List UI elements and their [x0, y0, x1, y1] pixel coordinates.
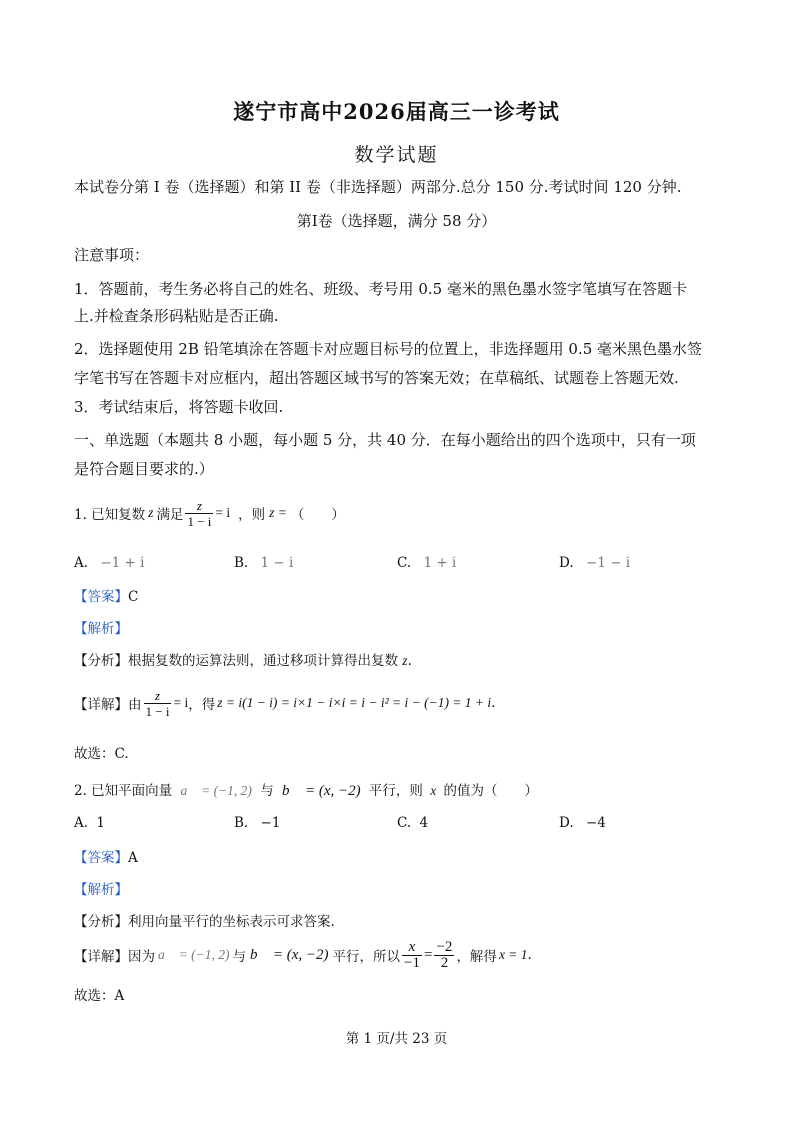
section-heading: 第Ⅰ卷（选择题，满分 58 分） [296, 212, 497, 230]
q1-paren: （ ） [290, 507, 345, 523]
q1-option-b [234, 555, 293, 571]
notes-heading: 注意事项： [74, 246, 150, 264]
detail-eq: = [424, 946, 433, 963]
q1-option-d [559, 555, 630, 571]
q1-fenxi [74, 649, 412, 669]
option-value: −1 − i [585, 555, 631, 571]
q1-conclusion: 故选：C. [74, 746, 129, 762]
q2-answer [74, 846, 138, 866]
page-footer: 第 1 页/共 23 页 [345, 1031, 448, 1047]
option-value: 1 + i [423, 555, 457, 571]
detail-end: . [527, 947, 532, 963]
detail-pre: 因为 [128, 949, 155, 965]
part1-line2: 是符合题目要求的.） [74, 460, 214, 478]
detail-tag: 【详解】 [74, 697, 128, 713]
q2-fenxi [74, 910, 335, 930]
detail-vec-b: b⃗ = (x, −2) [249, 946, 329, 963]
note-2b: 字笔书写在答题卡对应框内，超出答题区域书写的答案无效；在草稿纸、试题卷上答题无效. [74, 369, 679, 387]
note-1b: 上.并检查条形码粘贴是否正确. [74, 307, 279, 325]
option-label: A. [74, 555, 89, 571]
fenxi-tag: 【分析】 [74, 914, 128, 930]
detail-with: 与 [232, 949, 246, 965]
q1-ask: z = [269, 505, 287, 520]
q1-analysis-tag: 【解析】 [74, 621, 128, 637]
q2-conclusion: 故选：A [74, 988, 125, 1004]
frac-num: z [144, 688, 172, 704]
answer-value: C [128, 589, 139, 605]
detail-mid: 平行，所以 [332, 949, 401, 965]
option-label: D. [559, 555, 574, 571]
option-value: −4 [585, 815, 606, 831]
q2-frac-2 [434, 940, 454, 971]
detail-result: x = 1 [498, 947, 528, 962]
detail-pre: 由 [128, 697, 142, 713]
question-2 [74, 779, 538, 800]
option-value: 1 − i [260, 555, 294, 571]
q1-option-a [74, 555, 144, 571]
answer-tag: 【答案】 [74, 850, 128, 866]
answer-value: A [128, 850, 138, 866]
option-label: B. [234, 815, 249, 831]
frac-num: −2 [436, 938, 453, 955]
q1-frac-num: z [185, 498, 213, 514]
q1-prefix: 1. 已知复数 [74, 507, 146, 523]
answer-tag: 【答案】 [74, 589, 128, 605]
frac-den: 1 − i [145, 703, 170, 719]
q1-detail [74, 683, 495, 723]
fenxi-tag: 【分析】 [74, 653, 128, 669]
page-subtitle: 数学试题 [354, 144, 439, 166]
q2-ask: 的值为（ ） [443, 783, 538, 799]
q1-detail-fraction [144, 688, 172, 719]
detail-eq: = i [173, 695, 189, 710]
detail-tag: 【详解】 [74, 949, 128, 965]
option-label: B. [234, 555, 249, 571]
option-value: 1 [96, 815, 105, 831]
option-label: D. [559, 815, 574, 831]
detail-solve: ，解得 [456, 949, 497, 965]
note-1a: 1．答题前，考生务必将自己的姓名、班级、考号用 0.5 毫米的黑色墨水签字笔填写在答题卡 [74, 280, 687, 298]
note-2a: 2．选择题使用 2B 铅笔填涂在答题卡对应题目标号的位置上，非选择题用 0.5 毫米黑色墨水签 [74, 340, 703, 358]
q2-option-b [234, 815, 280, 831]
fenxi-text: 利用向量平行的坐标表示可求答案. [128, 914, 335, 930]
q2-parallel: 平行，则 [368, 783, 423, 799]
option-value: −1 + i [100, 555, 145, 571]
note-3: 3．考试结束后，将答题卡收回. [74, 398, 284, 416]
q1-option-c [397, 555, 456, 571]
q2-option-c [397, 815, 428, 831]
frac-num: x [402, 940, 422, 956]
option-value: −1 [260, 815, 281, 831]
fenxi-text: 根据复数的运算法则，通过移项计算得出复数 [128, 653, 398, 669]
q1-var: z [148, 505, 154, 520]
q2-option-a [74, 815, 105, 831]
question-1 [74, 495, 345, 531]
q2-prefix: 2. 已知平面向量 [74, 783, 173, 799]
q1-answer [74, 585, 138, 605]
q1-then: ，则 [238, 507, 266, 523]
q2-with: 与 [260, 783, 274, 799]
frac-den: −1 [404, 954, 420, 971]
q2-vec-a: a⃗ = (−1, 2) [180, 783, 252, 798]
page-title: 遂宁市高中2026届高三一诊考试 [233, 99, 560, 124]
intro-text: 本试卷分第 I 卷（选择题）和第 II 卷（非选择题）两部分.总分 150 分.考试时间 120 分钟. [74, 178, 682, 196]
part1-line1: 一、单选题（本题共 8 小题，每小题 5 分，共 40 分．在每小题给出的四个选项中，只有一项 [74, 431, 696, 449]
q2-frac-1 [402, 940, 422, 971]
detail-vec-a: a⃗ = (−1, 2) [158, 947, 230, 962]
frac-den: 2 [440, 954, 449, 971]
detail-calc: z = i(1 − i) = i×1 − i×i = i − i² = i − (−1) = 1 + i [217, 695, 492, 710]
q2-option-d [559, 815, 606, 831]
fenxi-var: z [402, 653, 408, 668]
q1-eq: = i [215, 505, 231, 520]
option-value: 4 [419, 815, 429, 831]
option-label: C. [397, 555, 412, 571]
detail-end: . [491, 695, 496, 711]
option-label: A. [74, 815, 89, 831]
option-label: C. [397, 815, 412, 831]
q2-var: x [430, 783, 437, 798]
q1-fraction [185, 498, 213, 529]
q2-vec-b: b⃗ = (x, −2) [282, 783, 361, 799]
q2-detail [74, 935, 532, 975]
q2-analysis-tag: 【解析】 [74, 882, 128, 898]
fenxi-end: . [407, 653, 412, 669]
q1-frac-den: 1 − i [187, 513, 212, 529]
detail-mid: ，得 [188, 697, 216, 713]
q1-cond: 满足 [156, 507, 184, 523]
